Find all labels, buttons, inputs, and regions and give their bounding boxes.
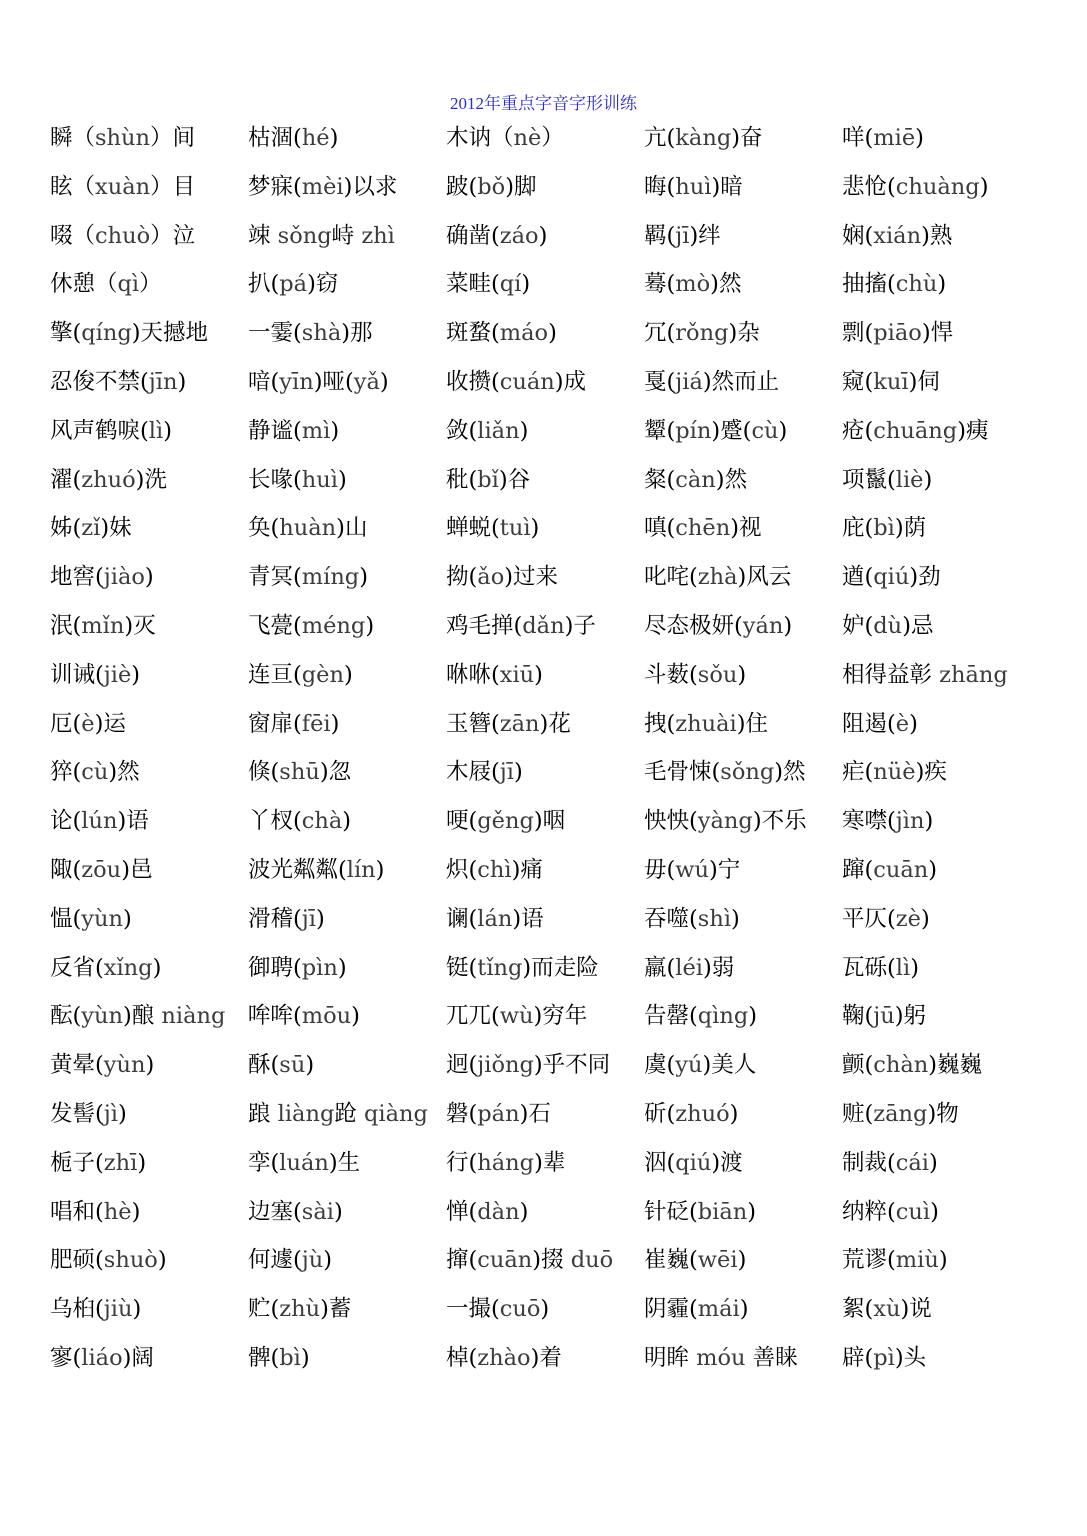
- vocab-entry: 明眸 móu 善睐: [644, 1344, 798, 1371]
- vocab-entry: 喑(yīn)哑(yǎ): [248, 368, 389, 395]
- vocab-entry: 啜（chuò）泣: [50, 222, 196, 249]
- vocab-entry: 梦寐(mèi)以求: [248, 173, 398, 200]
- vocab-entry: 颦(pín)蹙(cù): [644, 417, 788, 444]
- vocab-entry: 炽(chì)痛: [446, 856, 543, 883]
- vocab-entry: 荒谬(miù): [842, 1247, 948, 1274]
- vocab-entry: 孪(luán)生: [248, 1149, 361, 1176]
- vocab-entry: 陬(zōu)邑: [50, 856, 153, 883]
- vocab-entry: 确凿(záo): [446, 222, 548, 249]
- vocab-entry: 咻咻(xiū): [446, 661, 543, 688]
- vocab-entry: 赃(zāng)物: [842, 1100, 959, 1127]
- vocab-entry: 擎(qíng)天撼地: [50, 320, 209, 347]
- vocab-entry: 何遽(jù): [248, 1247, 333, 1274]
- vocab-entry: 瞬（shùn）间: [50, 125, 196, 151]
- vocab-entry: 虞(yú)美人: [644, 1052, 757, 1079]
- vocab-entry: 姊(zǐ)妹: [50, 515, 132, 542]
- vocab-entry: 悲怆(chuàng): [842, 173, 989, 200]
- vocab-entry: 谰(lán)语: [446, 905, 544, 932]
- vocab-entry: 收攒(cuán)成: [446, 368, 587, 395]
- vocab-entry: 扒(pá)窃: [248, 271, 339, 298]
- vocab-entry: 波光粼粼(lín): [248, 856, 385, 883]
- vocab-entry: 羁(jī)绊: [644, 222, 721, 249]
- vocab-entry: 训诫(jiè): [50, 661, 141, 688]
- word-grid: [50, 114, 1050, 1383]
- vocab-entry: 惮(dàn): [446, 1198, 529, 1225]
- vocab-entry: 奂(huàn)山: [248, 515, 368, 542]
- vocab-entry: 纳粹(cuì): [842, 1198, 939, 1225]
- vocab-entry: 髀(bì): [248, 1344, 310, 1371]
- vocab-entry: 敛(liǎn): [446, 417, 529, 444]
- vocab-entry: 铤(tǐng)而走险: [446, 954, 599, 981]
- vocab-entry: 棹(zhào)着: [446, 1344, 562, 1371]
- vocab-entry: 寥(liáo)阔: [50, 1344, 154, 1371]
- document-title: 2012年重点字音字形训练: [450, 94, 637, 113]
- vocab-entry: 滑稽(jī): [248, 905, 325, 932]
- vocab-entry: 肥硕(shuò): [50, 1247, 167, 1274]
- vocab-entry: 忍俊不禁(jīn): [50, 368, 187, 395]
- vocab-entry: 木讷（nè）: [446, 125, 564, 151]
- vocab-entry: 青冥(míng): [248, 564, 368, 591]
- vocab-entry: 鞠(jū)躬: [842, 1003, 927, 1030]
- vocab-entry: 斗薮(sǒu): [644, 661, 747, 688]
- vocab-entry: 拗(ǎo)过来: [446, 564, 559, 591]
- vocab-entry: 告罄(qìng): [644, 1003, 758, 1030]
- vocab-entry: 庇(bì)荫: [842, 515, 927, 542]
- vocab-entry: 窥(kuī)伺: [842, 368, 940, 395]
- vocab-entry: 叱咤(zhà)风云: [644, 564, 792, 591]
- vocab-entry: 眩（xuàn）目: [50, 173, 196, 200]
- vocab-entry: 制裁(cái): [842, 1149, 938, 1176]
- vocab-entry: 窗扉(fēi): [248, 710, 340, 737]
- vocab-entry: 玉簪(zān)花: [446, 710, 571, 737]
- vocab-entry: 颤(chàn)巍巍: [842, 1052, 983, 1079]
- vocab-entry: 地窖(jiào): [50, 564, 154, 591]
- vocab-entry: 撺(cuān)掇 duō: [446, 1247, 614, 1274]
- vocab-entry: 倏(shū)忽: [248, 759, 352, 786]
- vocab-entry: 静谧(mì): [248, 417, 340, 444]
- vocab-entry: 御聘(pìn): [248, 954, 347, 981]
- vocab-entry: 迥(jiǒng)乎不同: [446, 1052, 611, 1079]
- vocab-entry: 行(háng)辈: [446, 1149, 566, 1176]
- vocab-entry: 酝(yùn)酿 niàng: [50, 1003, 226, 1030]
- vocab-entry: 疮(chuāng)痍: [842, 417, 989, 444]
- vocab-entry: 阴霾(mái): [644, 1296, 749, 1323]
- vocab-entry: 嗔(chēn)视: [644, 515, 762, 542]
- vocab-entry: 娴(xián)熟: [842, 222, 953, 249]
- vocab-entry: 竦 sǒng峙 zhì: [248, 222, 395, 249]
- vocab-entry: 拽(zhuài)住: [644, 710, 769, 737]
- vocab-entry: 黄晕(yùn): [50, 1052, 155, 1079]
- vocab-entry: 蝉蜕(tuì): [446, 515, 540, 542]
- vocab-entry: 贮(zhù)蓄: [248, 1296, 352, 1323]
- vocab-entry: 寒噤(jìn): [842, 808, 934, 835]
- vocab-entry: 毛骨悚(sǒng)然: [644, 759, 806, 786]
- vocab-entry: 剽(piāo)悍: [842, 320, 954, 347]
- vocab-entry: 羸(léi)弱: [644, 954, 735, 981]
- vocab-entry: 长喙(huì): [248, 466, 347, 493]
- vocab-entry: 遒(qiú)劲: [842, 564, 941, 591]
- vocab-entry: 粲(càn)然: [644, 466, 748, 493]
- vocab-entry: 吞噬(shì): [644, 905, 740, 932]
- vocab-entry: 哞哞(mōu): [248, 1003, 360, 1030]
- vocab-entry: 风声鹤唳(lì): [50, 417, 172, 444]
- vocab-entry: 妒(dù)忌: [842, 612, 934, 639]
- vocab-entry: 瓦砾(lì): [842, 954, 919, 981]
- vocab-entry: 哽(gěng)咽: [446, 808, 566, 835]
- vocab-entry: 泯(mǐn)灭: [50, 612, 156, 639]
- vocab-entry: 踉 liàng跄 qiàng: [248, 1100, 428, 1127]
- vocab-entry: 秕(bǐ)谷: [446, 466, 531, 493]
- vocab-entry: 斫(zhuó): [644, 1100, 739, 1127]
- vocab-entry: 辟(pì)头: [842, 1344, 927, 1371]
- vocab-entry: 冗(rǒng)杂: [644, 320, 760, 347]
- vocab-entry: 发髻(jì): [50, 1100, 127, 1127]
- vocab-entry: 栀子(zhī): [50, 1149, 147, 1176]
- vocab-entry: 一撮(cuō): [446, 1296, 550, 1323]
- vocab-entry: 晦(huì)暗: [644, 173, 743, 200]
- vocab-entry: 兀兀(wù)穷年: [446, 1003, 588, 1030]
- vocab-entry: 边塞(sài): [248, 1198, 343, 1225]
- vocab-entry: 毋(wú)宁: [644, 856, 741, 883]
- vocab-entry: 跛(bǒ)脚: [446, 173, 537, 200]
- vocab-entry: 疟(nüè)疾: [842, 759, 947, 786]
- vocab-entry: 乌桕(jiù): [50, 1296, 142, 1323]
- vocab-entry: 濯(zhuó)洗: [50, 466, 167, 493]
- vocab-entry: 戛(jiá)然而止: [644, 368, 780, 395]
- vocab-entry: 抽搐(chù): [842, 271, 947, 298]
- vocab-entry: 阻遏(è): [842, 710, 918, 737]
- vocab-entry: 平仄(zè): [842, 905, 930, 932]
- vocab-entry: 针砭(biān): [644, 1198, 757, 1225]
- vocab-entry: 泅(qiú)渡: [644, 1149, 743, 1176]
- vocab-entry: 枯涸(hé): [248, 125, 339, 151]
- vocab-entry: 木屐(jī): [446, 759, 523, 786]
- vocab-entry: 飞甍(méng): [248, 612, 375, 639]
- vocab-entry: 猝(cù)然: [50, 759, 140, 786]
- vocab-entry: 鸡毛掸(dǎn)子: [446, 612, 596, 639]
- vocab-entry: 连亘(gèn): [248, 661, 353, 688]
- vocab-entry: 蓦(mò)然: [644, 271, 742, 298]
- vocab-entry: 絮(xù)说: [842, 1296, 932, 1323]
- vocab-entry: 菜畦(qí): [446, 271, 531, 298]
- vocab-entry: 论(lún)语: [50, 808, 149, 835]
- vocab-entry: 斑蝥(máo): [446, 320, 557, 347]
- vocab-entry: 丫杈(chà): [248, 808, 352, 835]
- vocab-entry: 唱和(hè): [50, 1198, 141, 1225]
- vocab-entry: 蹿(cuān): [842, 856, 938, 883]
- vocab-entry: 尽态极妍(yán): [644, 612, 793, 639]
- vocab-entry: 休憩（qì）: [50, 271, 162, 298]
- vocab-entry: 酥(sū): [248, 1052, 315, 1079]
- vocab-entry: 项鬣(liè): [842, 466, 933, 493]
- vocab-entry: 一霎(shà)那: [248, 320, 373, 347]
- vocab-entry: 亢(kàng)奋: [644, 125, 763, 151]
- vocab-entry: 咩(miē): [842, 125, 924, 151]
- vocab-entry: 相得益彰 zhāng: [842, 661, 1008, 688]
- vocab-entry: 怏怏(yàng)不乐: [644, 808, 807, 835]
- vocab-entry: 厄(è)运: [50, 710, 126, 737]
- vocab-entry: 愠(yùn): [50, 905, 132, 932]
- vocab-entry: 反省(xǐng): [50, 954, 162, 981]
- vocab-entry: 磐(pán)石: [446, 1100, 551, 1127]
- vocab-entry: 崔巍(wēi): [644, 1247, 747, 1274]
